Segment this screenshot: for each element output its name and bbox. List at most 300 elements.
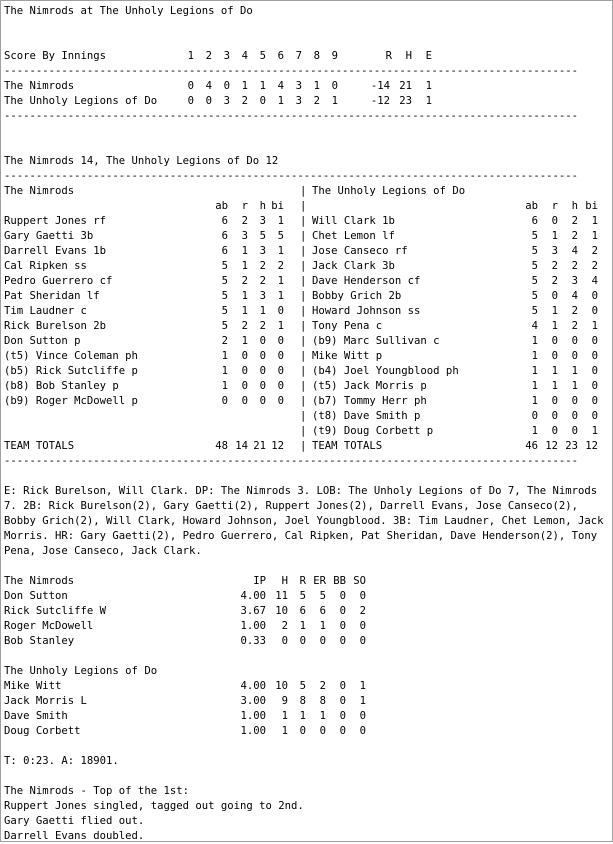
stat-cell: 0 — [591, 365, 598, 377]
player-name: Don Sutton p — [4, 335, 81, 347]
spacer — [4, 739, 612, 754]
batting-boxscore — [4, 184, 612, 454]
stat-cell: 0 — [551, 410, 558, 422]
total-runs: -14 — [370, 80, 390, 92]
column-separator: | — [300, 335, 307, 347]
player-name: Rick Burelson 2b — [4, 320, 107, 332]
player-name: (b9) Roger McDowell p — [4, 395, 138, 407]
player-name: Pedro Guerrero cf — [4, 275, 113, 287]
stat-cell: 0 — [551, 335, 558, 347]
column-separator: | — [300, 245, 307, 257]
play-line: Darrell Evans doubled. — [4, 830, 145, 842]
hits-header: H — [405, 50, 412, 62]
stat-cell: 0 — [241, 350, 248, 362]
player-row — [4, 394, 612, 409]
stat-cell: 0 — [277, 365, 284, 377]
pitcher-name: Rick Sutcliffe W — [4, 605, 107, 617]
stat-cell: 1 — [551, 230, 558, 242]
stat-cell: 1 — [531, 335, 538, 347]
stat-cell: 0 — [551, 215, 558, 227]
stat-cell: 5 — [531, 275, 538, 287]
pitching-stat: 0 — [319, 635, 326, 647]
pitching-stat: 10 — [275, 605, 288, 617]
team-name: The Unholy Legions of Do — [4, 95, 158, 107]
pitching-stat: 0 — [299, 635, 306, 647]
inning-runs: 1 — [241, 80, 248, 92]
player-row — [4, 349, 612, 364]
stat-cell: 6 — [221, 230, 228, 242]
stat-cell: 0 — [551, 290, 558, 302]
stat-cell: 1 — [277, 215, 284, 227]
stat-cell: 1 — [551, 380, 558, 392]
stat-cell: 3 — [259, 290, 266, 302]
total-hits: 23 — [399, 95, 412, 107]
pitcher-name: Doug Corbett — [4, 725, 81, 737]
player-row — [4, 229, 612, 244]
inning-runs: 2 — [241, 95, 248, 107]
pitching-stat: 1 — [281, 725, 288, 737]
player-name: Darrell Evans 1b — [4, 245, 107, 257]
column-separator: | — [300, 230, 307, 242]
stat-cell: 6 — [221, 245, 228, 257]
stat-cell: 0 — [259, 380, 266, 392]
stat-cell: 0 — [259, 335, 266, 347]
pitching-stat: 9 — [281, 695, 288, 707]
play-line: Ruppert Jones singled, tagged out going to 2nd. — [4, 800, 304, 812]
column-separator: | — [300, 365, 307, 377]
boxscore-document — [4, 4, 612, 844]
stat-cell: 0 — [591, 350, 598, 362]
stat-cell: 0 — [571, 395, 578, 407]
pitching-stat-header: IP — [253, 575, 266, 587]
stat-cell: 0 — [591, 410, 598, 422]
pitching-stat-header: BB — [333, 575, 346, 587]
stat-cell: 1 — [259, 305, 266, 317]
column-separator: | — [300, 290, 307, 302]
pitching-stat: 1.00 — [240, 725, 266, 737]
stat-cell: ab — [215, 200, 228, 212]
pitching-stat: 1 — [359, 680, 366, 692]
stat-cell: 0 — [241, 365, 248, 377]
stat-cell: 1 — [277, 290, 284, 302]
stat-cell: 0 — [551, 350, 558, 362]
column-separator: | — [300, 275, 307, 287]
game-info: T: 0:23. A: 18901. — [4, 755, 119, 767]
pitcher-name: Jack Morris L — [4, 695, 87, 707]
pitching-stat: 4.00 — [240, 680, 266, 692]
stat-cell: 0 — [277, 305, 284, 317]
stat-cell: 0 — [571, 410, 578, 422]
stat-cell: 5 — [531, 245, 538, 257]
pitching-stat-header: SO — [353, 575, 366, 587]
stat-cell: 2 — [571, 305, 578, 317]
stat-cell: 1 — [571, 365, 578, 377]
player-name: Gary Gaetti 3b — [4, 230, 94, 242]
stat-cell: 1 — [221, 350, 228, 362]
pitching-stat: 5 — [319, 590, 326, 602]
stat-cell: 1 — [277, 245, 284, 257]
boxscore-stat-header — [4, 199, 612, 214]
stat-cell: 2 — [571, 320, 578, 332]
inning-runs: 0 — [187, 80, 194, 92]
stat-cell: 0 — [591, 395, 598, 407]
spacer — [4, 649, 612, 664]
player-name: Howard Johnson ss — [312, 305, 421, 317]
team-name: The Unholy Legions of Do — [4, 665, 158, 677]
stat-cell: 0 — [241, 395, 248, 407]
inning-runs: 1 — [277, 95, 284, 107]
game-title: The Nimrods at The Unholy Legions of Do — [4, 5, 253, 17]
player-row — [4, 214, 612, 229]
column-separator: | — [300, 350, 307, 362]
stat-cell: 12 — [545, 440, 558, 452]
pitching-stat: 11 — [275, 590, 288, 602]
team-name: The Nimrods — [4, 575, 75, 587]
column-separator: | — [300, 395, 307, 407]
pitcher-name: Don Sutton — [4, 590, 68, 602]
player-name: Tony Pena c — [312, 320, 383, 332]
inning-runs: 0 — [187, 95, 194, 107]
pitching-stat-header: ER — [313, 575, 326, 587]
inning-runs: 0 — [205, 95, 212, 107]
pitcher-name: Dave Smith — [4, 710, 68, 722]
pitcher-name: Mike Witt — [4, 680, 62, 692]
total-errors: 1 — [425, 95, 432, 107]
pitching-stat: 0 — [339, 590, 346, 602]
game-notes — [4, 484, 604, 559]
stat-cell: 1 — [531, 395, 538, 407]
stat-cell: 2 — [551, 275, 558, 287]
column-separator: | — [300, 440, 307, 452]
pitching-stat: 5 — [299, 590, 306, 602]
stat-cell: 0 — [277, 380, 284, 392]
pitching-stat: 0 — [299, 725, 306, 737]
stat-cell: 1 — [551, 305, 558, 317]
stat-cell: 3 — [571, 275, 578, 287]
total-errors: 1 — [425, 80, 432, 92]
stat-cell: 48 — [215, 440, 228, 452]
player-name: (t5) Jack Morris p — [312, 380, 427, 392]
column-separator: | — [300, 305, 307, 317]
pitcher-row — [4, 724, 612, 739]
pitching-stat: 2 — [359, 605, 366, 617]
divider: ------------------------------------------------------------------------------------------ — [4, 65, 579, 77]
stat-cell: r — [551, 200, 558, 212]
player-name: (b5) Rick Sutcliffe p — [4, 365, 138, 377]
stat-cell: 5 — [221, 260, 228, 272]
stat-cell: 1 — [531, 365, 538, 377]
pitching-stat: 0 — [359, 590, 366, 602]
pitching-team-header — [4, 574, 612, 589]
pitcher-name: Bob Stanley — [4, 635, 75, 647]
stat-cell: 1 — [551, 320, 558, 332]
divider: ------------------------------------------------------------------------------------------ — [4, 455, 579, 467]
inning-header: 4 — [241, 50, 248, 62]
stat-cell: 2 — [571, 230, 578, 242]
pitching-stat: 0 — [339, 635, 346, 647]
play-by-play — [4, 799, 612, 844]
pitching-stat: 8 — [319, 695, 326, 707]
stat-cell: 1 — [551, 365, 558, 377]
stat-cell: 5 — [221, 290, 228, 302]
stat-cell: 5 — [277, 230, 284, 242]
stat-cell: 0 — [277, 335, 284, 347]
player-name: Mike Witt p — [312, 350, 383, 362]
stat-cell: 0 — [259, 395, 266, 407]
pitching-stat: 0 — [339, 725, 346, 737]
player-name: (t5) Vince Coleman ph — [4, 350, 138, 362]
stat-cell: 4 — [531, 320, 538, 332]
stat-cell: 1 — [277, 275, 284, 287]
player-row — [4, 289, 612, 304]
player-name: Bobby Grich 2b — [312, 290, 402, 302]
stat-cell: 2 — [241, 320, 248, 332]
stat-cell: 23 — [565, 440, 578, 452]
inning-header: 8 — [313, 50, 320, 62]
pitcher-row — [4, 589, 612, 604]
stat-cell: 1 — [591, 215, 598, 227]
stat-cell: 0 — [531, 410, 538, 422]
team-totals-row — [4, 439, 612, 454]
inning-runs: 0 — [259, 95, 266, 107]
stat-cell: 5 — [531, 290, 538, 302]
play-by-play-heading: The Nimrods - Top of the 1st: — [4, 785, 189, 797]
player-name: Jose Canseco rf — [312, 245, 408, 257]
boxscore-team-header — [4, 184, 612, 199]
pitching-stat: 0 — [359, 725, 366, 737]
stat-cell: r — [241, 200, 248, 212]
stat-cell: 4 — [571, 290, 578, 302]
totals-label: TEAM TOTALS — [4, 440, 75, 452]
player-name: (b9) Marc Sullivan c — [312, 335, 440, 347]
pitching-stat: 3.00 — [240, 695, 266, 707]
stat-cell: 0 — [571, 425, 578, 437]
stat-cell: 2 — [591, 245, 598, 257]
inning-runs: 0 — [331, 80, 338, 92]
pitching-stat: 1 — [319, 620, 326, 632]
stat-cell: 0 — [591, 290, 598, 302]
stat-cell: 1 — [221, 365, 228, 377]
stat-cell: 2 — [551, 260, 558, 272]
stat-cell: 0 — [571, 350, 578, 362]
team-name: The Nimrods — [4, 185, 75, 197]
pitching-stat: 10 — [275, 680, 288, 692]
inning-header: 6 — [277, 50, 284, 62]
pitching-stat: 3.67 — [240, 605, 266, 617]
stat-cell: 3 — [241, 230, 248, 242]
stat-cell: 5 — [531, 305, 538, 317]
inning-runs: 0 — [223, 80, 230, 92]
stat-cell: 4 — [591, 275, 598, 287]
final-score: The Nimrods 14, The Unholy Legions of Do 12 — [4, 155, 279, 167]
pitching-stat: 0 — [339, 680, 346, 692]
stat-cell: 0 — [591, 305, 598, 317]
column-separator: | — [300, 260, 307, 272]
column-separator: | — [300, 380, 307, 392]
stat-cell: 0 — [259, 365, 266, 377]
stat-cell: bi — [271, 200, 284, 212]
stat-cell: 0 — [591, 380, 598, 392]
totals-label: TEAM TOTALS — [312, 440, 383, 452]
player-row — [4, 409, 612, 424]
runs-header: R — [385, 50, 392, 62]
column-separator: | — [300, 215, 307, 227]
stat-cell: 1 — [241, 335, 248, 347]
stat-cell: 0 — [551, 425, 558, 437]
stat-cell: 2 — [221, 335, 228, 347]
stat-cell: 1 — [277, 320, 284, 332]
stat-cell: 2 — [241, 215, 248, 227]
stat-cell: 3 — [259, 215, 266, 227]
stat-cell: 1 — [571, 380, 578, 392]
stat-cell: 1 — [241, 290, 248, 302]
stat-cell: 1 — [241, 305, 248, 317]
inning-runs: 1 — [313, 80, 320, 92]
player-name: Will Clark 1b — [312, 215, 395, 227]
stat-cell: 0 — [591, 335, 598, 347]
stat-cell: 1 — [531, 425, 538, 437]
pitching-stat: 2 — [319, 680, 326, 692]
inning-runs: 1 — [331, 95, 338, 107]
divider: ------------------------------------------------------------------------------------------ — [4, 170, 579, 182]
inning-header: 3 — [223, 50, 230, 62]
stat-cell: 0 — [551, 395, 558, 407]
stat-cell: 2 — [571, 215, 578, 227]
pitching-stat: 8 — [299, 695, 306, 707]
pitching-stat: 0.33 — [240, 635, 266, 647]
pitching-stat: 1 — [359, 695, 366, 707]
team-name: The Nimrods — [4, 80, 75, 92]
player-name: (b7) Tommy Herr ph — [312, 395, 427, 407]
errors-header: E — [425, 50, 432, 62]
inning-runs: 3 — [295, 95, 302, 107]
stat-cell: 5 — [221, 275, 228, 287]
linescore-row — [4, 94, 612, 109]
stat-cell: 1 — [221, 380, 228, 392]
inning-runs: 4 — [205, 80, 212, 92]
player-row — [4, 274, 612, 289]
pitching-stat: 2 — [281, 620, 288, 632]
stat-cell: 1 — [531, 380, 538, 392]
player-name: (b4) Joel Youngblood ph — [312, 365, 459, 377]
stat-cell: 6 — [531, 215, 538, 227]
player-row — [4, 244, 612, 259]
stat-cell: 0 — [277, 395, 284, 407]
stat-cell: 1 — [591, 320, 598, 332]
column-separator: | — [300, 410, 307, 422]
stat-cell: 21 — [253, 440, 266, 452]
stat-cell: 0 — [571, 335, 578, 347]
linescore-header — [4, 49, 612, 64]
inning-header: 5 — [259, 50, 266, 62]
stat-cell: 3 — [551, 245, 558, 257]
inning-runs: 1 — [259, 80, 266, 92]
pitcher-row — [4, 634, 612, 649]
inning-header: 1 — [187, 50, 194, 62]
stat-cell: 0 — [241, 380, 248, 392]
stat-cell: 46 — [525, 440, 538, 452]
pitching-stat: 1 — [281, 710, 288, 722]
player-name: Pat Sheridan lf — [4, 290, 100, 302]
pitcher-name: Roger McDowell — [4, 620, 94, 632]
pitching-stat: 0 — [281, 635, 288, 647]
player-row — [4, 334, 612, 349]
stat-cell: 5 — [221, 320, 228, 332]
stat-cell: 2 — [241, 275, 248, 287]
pitching-stat: 0 — [339, 620, 346, 632]
stat-cell: 1 — [531, 350, 538, 362]
stat-cell: h — [571, 200, 578, 212]
inning-header: 2 — [205, 50, 212, 62]
inning-runs: 4 — [277, 80, 284, 92]
player-row — [4, 424, 612, 439]
player-name: (b8) Bob Stanley p — [4, 380, 119, 392]
pitching-stat: 0 — [359, 620, 366, 632]
pitching-stat: 0 — [359, 635, 366, 647]
player-row — [4, 379, 612, 394]
stat-cell: 2 — [571, 260, 578, 272]
stat-cell: 2 — [259, 275, 266, 287]
play-line: Gary Gaetti flied out. — [4, 815, 145, 827]
stat-cell: 5 — [531, 260, 538, 272]
player-name: (t8) Dave Smith p — [312, 410, 421, 422]
total-runs: -12 — [370, 95, 390, 107]
pitcher-row — [4, 679, 612, 694]
notes-text: E: Rick Burelson, Will Clark. DP: The Nimrods 3. LOB: The Unholy Legions of Do 7, The Nimrods 7. 2B: Rick Burelson(2), Gary Gaetti(2), Ruppert Jones(2), Darrell Evans, Jose Canseco(2), Bobby Grich(2), Will Clark, Howard Johnson, Joel Youngblood. 3B: Tim Laudner, Chet Lemon, Jack Morris. HR: Gary Gaetti(2), Pedro Guerrero, Cal Ripken, Pat Sheridan, Dave Henderson(2), Tony Pena, Jose Canseco, Jack Clark. — [4, 485, 604, 557]
stat-cell: 5 — [221, 305, 228, 317]
pitcher-row — [4, 694, 612, 709]
divider: ------------------------------------------------------------------------------------------ — [4, 110, 579, 122]
pitching-boxscore — [4, 574, 612, 754]
stat-cell: 4 — [571, 245, 578, 257]
player-name: (t9) Doug Corbett p — [312, 425, 434, 437]
total-hits: 21 — [399, 80, 412, 92]
pitching-stat: 1.00 — [240, 710, 266, 722]
stat-cell: 3 — [259, 245, 266, 257]
inning-header: 7 — [295, 50, 302, 62]
pitching-stat: 5 — [299, 680, 306, 692]
pitching-team-header — [4, 664, 612, 679]
linescore-label: Score By Innings — [4, 50, 107, 62]
player-name: Jack Clark 3b — [312, 260, 395, 272]
stat-cell: 6 — [221, 215, 228, 227]
stat-cell: 0 — [259, 350, 266, 362]
pitching-stat: 6 — [299, 605, 306, 617]
stat-cell: 12 — [585, 440, 598, 452]
stat-cell: 1 — [591, 425, 598, 437]
stat-cell: 1 — [241, 245, 248, 257]
player-name: Chet Lemon lf — [312, 230, 395, 242]
player-row — [4, 364, 612, 379]
player-name: Dave Henderson cf — [312, 275, 421, 287]
pitching-stat-header: H — [281, 575, 288, 587]
pitching-stat: 1 — [319, 710, 326, 722]
stat-cell: 14 — [235, 440, 248, 452]
stat-cell: 5 — [259, 230, 266, 242]
pitching-stat-header: R — [299, 575, 306, 587]
column-separator: | — [300, 200, 307, 212]
column-separator: | — [300, 320, 307, 332]
player-row — [4, 304, 612, 319]
stat-cell: 2 — [591, 260, 598, 272]
player-row — [4, 259, 612, 274]
team-name: The Unholy Legions of Do — [312, 185, 466, 197]
player-name: Tim Laudner c — [4, 305, 87, 317]
pitcher-row — [4, 709, 612, 724]
pitching-stat: 0 — [339, 605, 346, 617]
pitcher-row — [4, 619, 612, 634]
stat-cell: 1 — [591, 230, 598, 242]
